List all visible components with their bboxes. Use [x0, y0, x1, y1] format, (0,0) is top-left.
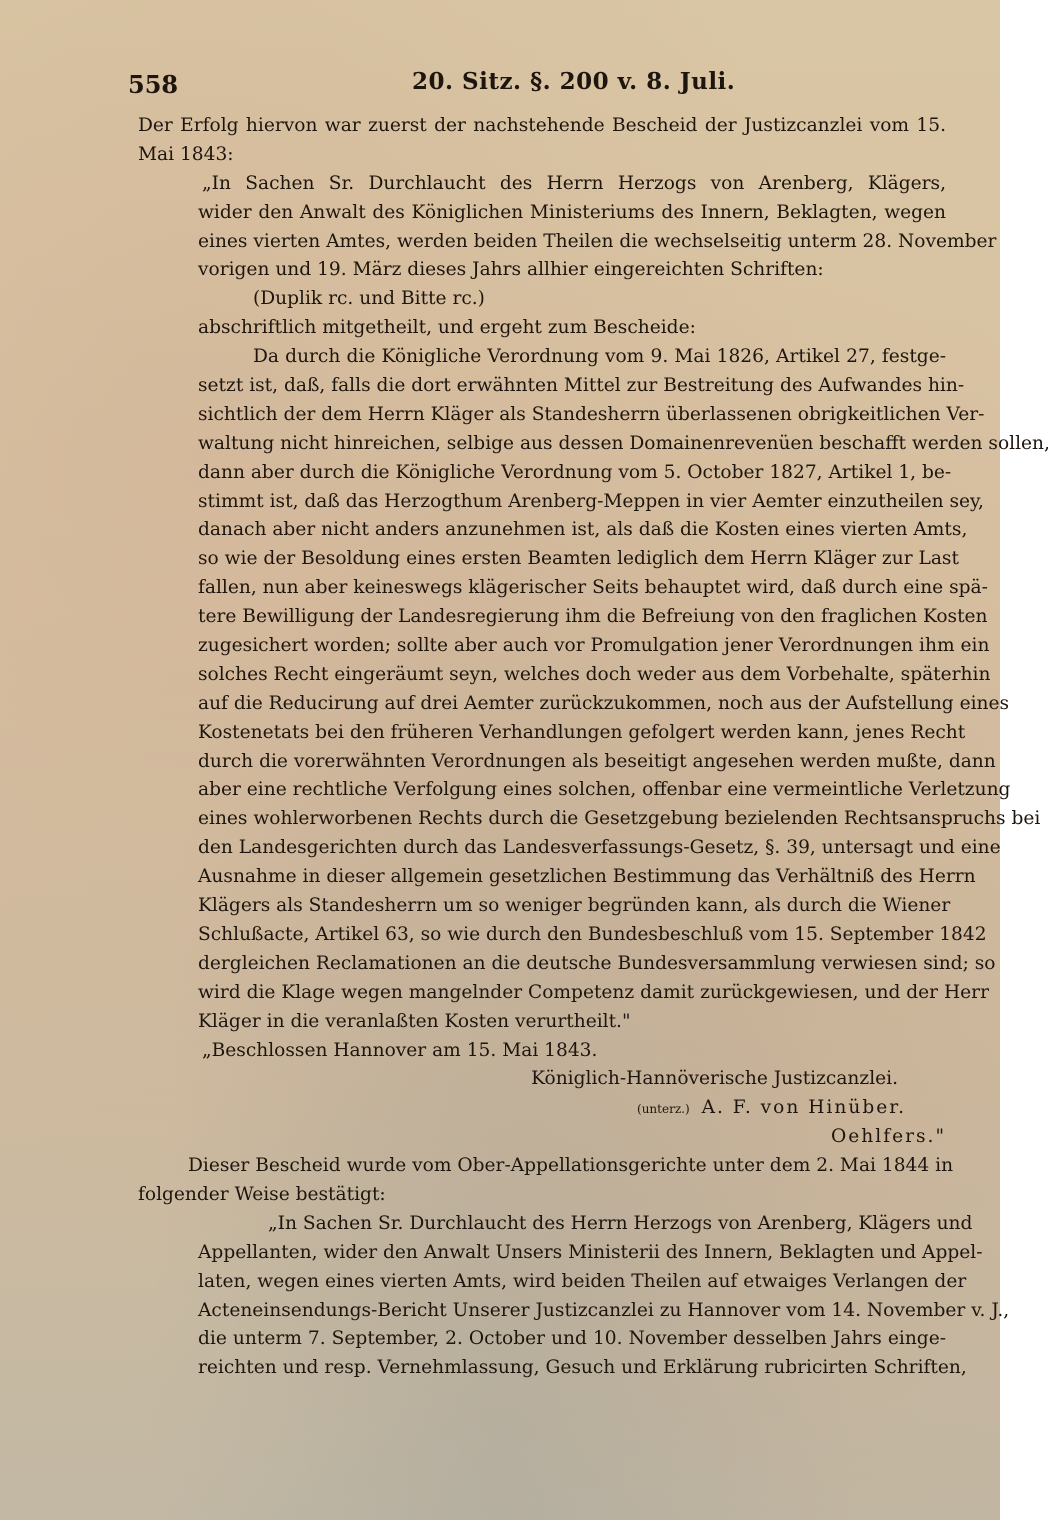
- text-line: (Duplik rc. und Bitte rc.): [253, 288, 485, 310]
- text-line: Ausnahme in dieser allgemein gesetzlichen Bestimmung das Verhältniß des Herrn: [198, 866, 976, 888]
- text-line: „In Sachen Sr. Durchlaucht des Herrn Herzogs von Arenberg, Klägers und: [268, 1212, 973, 1234]
- text-line: laten, wegen eines vierten Amts, wird beiden Theilen auf etwaiges Verlangen der: [198, 1270, 967, 1292]
- text-line: Kläger in die veranlaßten Kosten verurtheilt.": [198, 1010, 631, 1032]
- text-line: eines wohlerworbenen Rechts durch die Gesetzgebung bezielenden Rechtsanspruchs bei: [198, 808, 1041, 830]
- text-line: sichtlich der dem Herrn Kläger als Standesherrn überlassenen obrigkeitlichen Ver-: [198, 403, 985, 425]
- text-line: wird die Klage wegen mangelnder Competenz damit zurückgewiesen, und der Herr: [198, 981, 989, 1003]
- appeal-text-block: [138, 1152, 1010, 1383]
- text-line: fallen, nun aber keineswegs klägerischer Seits behauptet wird, daß durch eine spä-: [198, 577, 988, 599]
- text-line: „Beschlossen Hannover am 15. Mai 1843.: [202, 1039, 598, 1061]
- text-line: Da durch die Königliche Verordnung vom 9. Mai 1826, Artikel 27, festge-: [253, 346, 946, 368]
- text-line: Schlußacte, Artikel 63, so wie durch den Bundesbeschluß vom 15. September 1842: [198, 923, 987, 945]
- text-line: vorigen und 19. März dieses Jahrs allhier eingereichten Schriften:: [198, 259, 824, 281]
- text-line: danach aber nicht anders anzunehmen ist, als daß die Kosten eines vierten Amts,: [198, 519, 968, 541]
- text-line: den Landesgerichten durch das Landesverfassungs-Gesetz, §. 39, untersagt und eine: [198, 837, 1001, 859]
- text-line: waltung nicht hinreichen, selbige aus dessen Domainenrevenüen beschafft werden sollen,: [198, 432, 1050, 454]
- text-line: stimmt ist, daß das Herzogthum Arenberg-Meppen in vier Aemter einzutheilen sey,: [198, 490, 984, 512]
- text-line: Der Erfolg hiervon war zuerst der nachstehende Bescheid der Justizcanzlei vom 15.: [138, 115, 946, 136]
- text-line: Kostenetats bei den früheren Verhandlungen gefolgert werden kann, jenes Recht: [198, 721, 966, 743]
- text-line: auf die Reducirung auf drei Aemter zurückzukommen, noch aus der Aufstellung eines: [198, 692, 1010, 714]
- signature-signer-line: [138, 1094, 946, 1123]
- text-line: solches Recht eingeräumt seyn, welches doch weder aus dem Vorbehalte, späterhin: [198, 663, 991, 685]
- text-line: die unterm 7. September, 2. October und 10. November desselben Jahrs einge-: [198, 1328, 946, 1350]
- text-line: eines vierten Amtes, werden beiden Theilen die wechselseitig unterm 28. November: [198, 230, 997, 252]
- text-line: Dieser Bescheid wurde vom Ober-Appellationsgerichte unter dem 2. Mai 1844 in: [188, 1155, 954, 1177]
- text-line: dergleichen Reclamationen an die deutsche Bundesversammlung verwiesen sind; so: [198, 952, 996, 974]
- text-line: Mai 1843:: [138, 143, 234, 165]
- text-line: durch die vorerwähnten Verordnungen als beseitigt angesehen werden mußte, dann: [198, 750, 996, 772]
- text-line: Klägers als Standesherrn um so weniger begründen kann, als durch die Wiener: [198, 895, 951, 917]
- text-line: „In Sachen Sr. Durchlaucht des Herrn Herzogs von Arenberg, Klägers,: [202, 172, 946, 194]
- text-line: zugesichert worden; sollte aber auch vor Promulgation jener Verordnungen ihm ein: [198, 635, 990, 657]
- signature-signer-2: Oehlfers.": [831, 1126, 946, 1148]
- page-header: [0, 62, 1000, 102]
- running-head: 20. Sitz. §. 200 v. 8. Juli.: [412, 68, 736, 95]
- text-line: wider den Anwalt des Königlichen Ministeriums des Innern, Beklagten, wegen: [198, 201, 946, 223]
- text-line: Acteneinsendungs-Bericht Unserer Justizcanzlei zu Hannover vom 14. November v. J.,: [198, 1299, 1010, 1321]
- text-line: setzt ist, daß, falls die dort erwähnten Mittel zur Bestreitung des Aufwandes hin-: [198, 375, 965, 397]
- text-line: dann aber durch die Königliche Verordnung vom 5. October 1827, Artikel 1, be-: [198, 461, 952, 483]
- signature-office: Königlich-Hannöverische Justizcanzlei.: [531, 1068, 898, 1090]
- page-body: [138, 112, 1050, 1383]
- page-number: 558: [128, 70, 179, 99]
- text-line: Appellanten, wider den Anwalt Unsers Ministerii des Innern, Beklagten und Appel-: [198, 1241, 983, 1263]
- decision-text-block: [138, 112, 1050, 1065]
- text-line: aber eine rechtliche Verfolgung eines solchen, offenbar eine vermeintliche Verletzung: [198, 779, 1011, 801]
- text-line: so wie der Besoldung eines ersten Beamten lediglich dem Herrn Kläger zur Last: [198, 548, 959, 570]
- signed-abbrev: (unterz.): [637, 1102, 690, 1117]
- text-line: folgender Weise bestätigt:: [138, 1183, 386, 1205]
- text-line: abschriftlich mitgetheilt, und ergeht zum Bescheide:: [198, 317, 696, 339]
- text-line: reichten und resp. Vernehmlassung, Gesuch und Erklärung rubricirten Schriften,: [198, 1357, 967, 1379]
- text-line: tere Bewilligung der Landesregierung ihm die Befreiung von den fraglichen Kosten: [198, 606, 988, 628]
- signer-name-1: A. F. von Hinüber.: [701, 1097, 906, 1119]
